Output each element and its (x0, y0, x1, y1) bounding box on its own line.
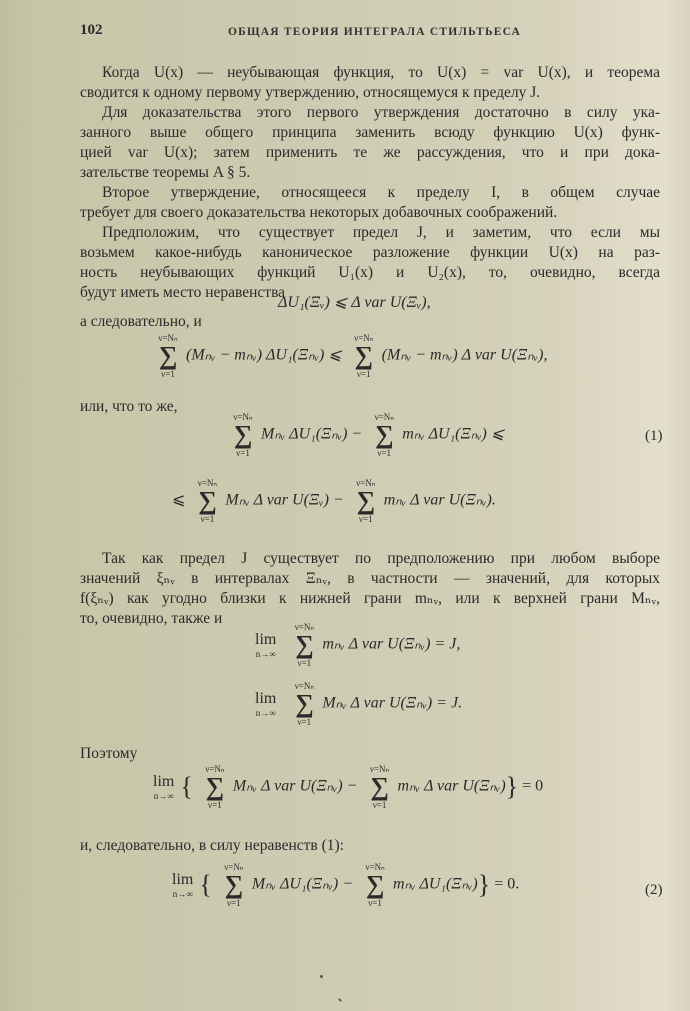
text-line: требует для своего доказательства некоторых добавочных соображений. (80, 204, 558, 221)
scan-speck (338, 998, 342, 1002)
formula-lim-upper: lim n→∞ ν=Nₙ ∑ ν=1 Mₙᵥ Δ var U(Ξₙᵥ) = J. (255, 681, 463, 727)
summation: ν=Nₙ ∑ ν=1 (205, 764, 225, 810)
text-line: а следовательно, и (80, 313, 202, 330)
limit-operator: lim n→∞ (255, 690, 277, 718)
summation: ν=Nₙ ∑ ν=1 (224, 862, 244, 908)
text-line: возьмем какое-нибудь каноническое разложение функции U(x) на раз- (80, 244, 660, 261)
paragraph-5 (80, 312, 660, 332)
paragraph-3 (80, 183, 660, 223)
scan-speck (320, 975, 323, 978)
formula-sum-inequality: ν=Nₙ ∑ ν=1 (Mₙᵥ − mₙᵥ) ΔU₁(Ξₙᵥ) ⩽ ν=Nₙ ∑ ν=1 (Mₙᵥ − mₙᵥ) Δ var U(Ξₙᵥ), (150, 333, 547, 379)
text-line: Для доказательства этого первого утверждения достаточно в силу ука- (102, 104, 660, 121)
limit-operator: lim n→∞ (172, 871, 194, 899)
paragraph-8 (80, 744, 660, 764)
summation: ν=Nₙ ∑ ν=1 (356, 478, 376, 524)
text-line: и, следовательно, в силу неравенств (1): (80, 837, 344, 854)
text-line: то, очевидно, также и (80, 610, 223, 627)
equation-number-2: (2) (645, 882, 663, 898)
summation: ν=Nₙ ∑ ν=1 (369, 764, 390, 810)
formula-lim-difference-var: lim n→∞ { ν=Nₙ ∑ ν=1 Mₙᵥ Δ var U(Ξₙᵥ) − ν=Nₙ ∑ ν=1 mₙᵥ Δ var U(Ξₙᵥ)} = 0 (153, 764, 544, 810)
text-line: цией var U(x); затем применить те же рассуждения, что и при дока- (80, 144, 660, 161)
text-line: Так как предел J существует по предположению при любом выборе (102, 550, 660, 567)
text-line: или, что то же, (80, 398, 178, 415)
summation: ν=Nₙ ∑ ν=1 (354, 333, 374, 379)
summation: ν=Nₙ ∑ ν=1 (294, 681, 314, 727)
text-line: зательстве теоремы A § 5. (80, 164, 251, 181)
summation: ν=Nₙ ∑ ν=1 (294, 622, 314, 668)
text-line: занного выше общего принципа заменить всюду функцию U(x) функ- (80, 124, 660, 141)
running-title: ОБЩАЯ ТЕОРИЯ ИНТЕГРАЛА СТИЛЬТЬЕСА (228, 26, 522, 38)
text-line: Второе утверждение, относящееся к пределу I, в общем случае (102, 184, 660, 201)
text-line: сводится к одному первому утверждению, относящемуся к пределу J. (80, 84, 541, 101)
summation: ν=Nₙ ∑ ν=1 (365, 862, 385, 908)
page-header (80, 22, 660, 42)
summation: ν=Nₙ ∑ ν=1 (158, 333, 178, 379)
text-line: будут иметь место неравенства (80, 284, 286, 301)
paragraph-4 (80, 223, 660, 303)
formula-inequality (278, 292, 431, 312)
equation-number-1: (1) (645, 428, 663, 444)
summation: ν=Nₙ ∑ ν=1 (197, 478, 218, 524)
page-number: 102 (80, 22, 103, 38)
formula-1-line-1: ν=Nₙ ∑ ν=1 Mₙᵥ ΔU₁(Ξₙᵥ) − ν=Nₙ ∑ ν=1 mₙᵥ ΔU₁(Ξₙᵥ) ⩽ (225, 412, 504, 458)
summation: ν=Nₙ ∑ ν=1 (374, 412, 394, 458)
formula-lim-lower: lim n→∞ ν=Nₙ ∑ ν=1 mₙᵥ Δ var U(Ξₙᵥ) = J, (255, 622, 461, 668)
formula-1-line-2: ⩽ ν=Nₙ ∑ ν=1 Mₙᵥ Δ var U(Ξᵥ) − ν=Nₙ ∑ ν=1 mₙᵥ Δ var U(Ξₙᵥ). (172, 478, 496, 524)
text-line: ность неубывающих функций U₁(x) и U₂(x), то, очевидно, всегда (80, 264, 660, 281)
paragraph-1 (80, 63, 660, 103)
limit-operator: lim n→∞ (255, 631, 277, 659)
text-line: f(ξₙᵥ) как угодно близки к нижней грани mₙᵥ, или к верхней грани Mₙᵥ, (80, 590, 660, 607)
summation: ν=Nₙ ∑ ν=1 (233, 412, 253, 458)
paragraph-7 (80, 549, 660, 629)
limit-operator: lim n→∞ (153, 773, 175, 801)
text-line: Когда U(x) — неубывающая функция, то U(x) = var U(x), и теорема (102, 64, 660, 81)
paragraph-2 (80, 103, 660, 183)
paragraph-9 (80, 836, 660, 856)
text-line: Поэтому (80, 745, 138, 762)
formula-2: lim n→∞ { ν=Nₙ ∑ ν=1 Mₙᵥ ΔU₁(Ξₙᵥ) − ν=Nₙ ∑ ν=1 mₙᵥ ΔU₁(Ξₙᵥ)} = 0. (172, 862, 520, 908)
text-line: Предположим, что существует предел J, и заметим, что если мы (102, 224, 660, 241)
text-line: значений ξₙᵥ в интервалах Ξₙᵥ, в частности — значений, для которых (80, 570, 660, 587)
formula-text: ΔU₁(Ξᵥ) ⩽ Δ var U(Ξᵥ), (278, 294, 431, 311)
